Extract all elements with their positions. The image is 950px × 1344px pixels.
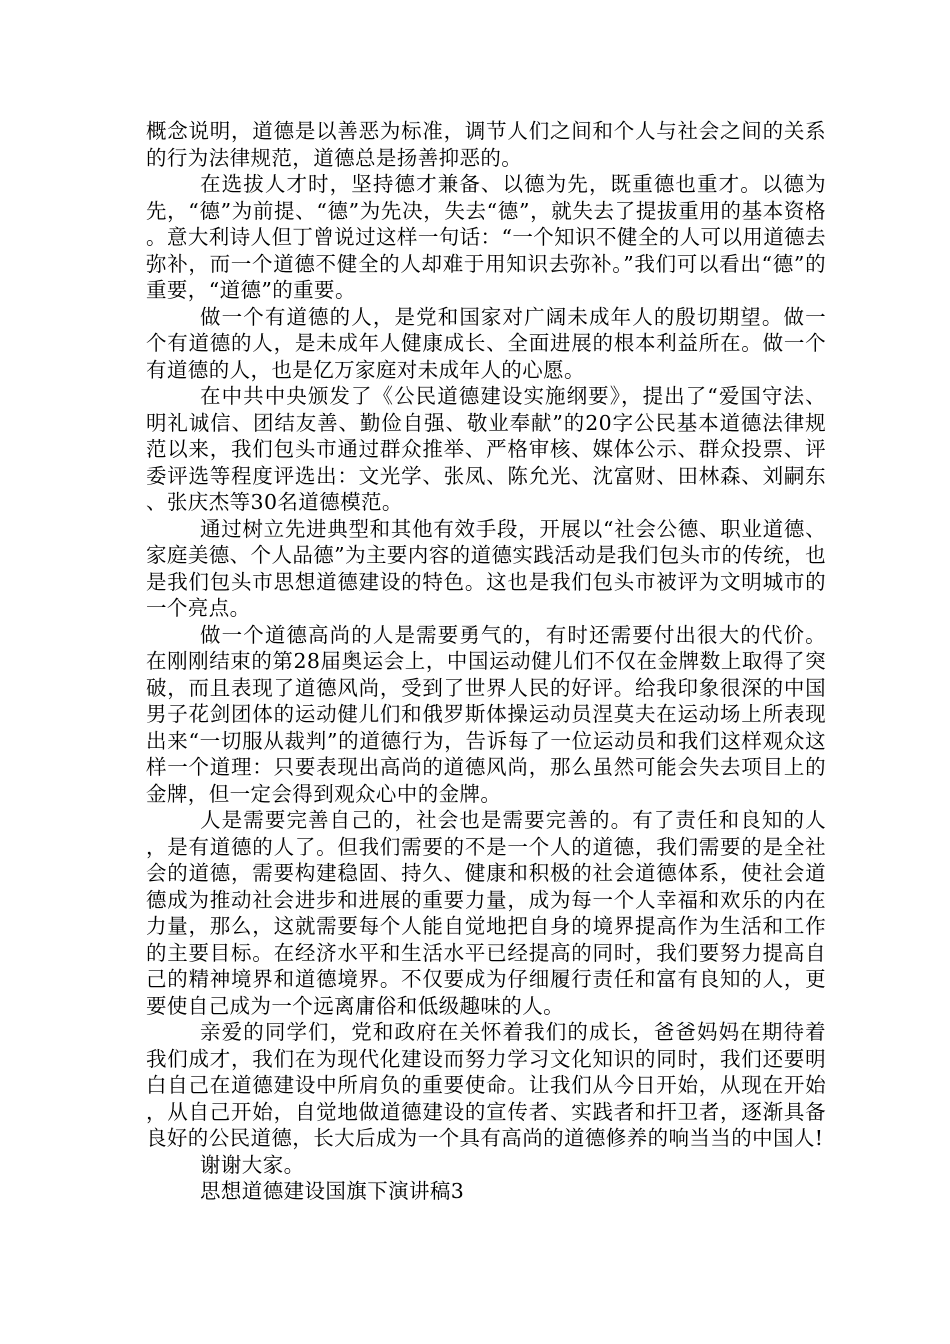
paragraph-7: 人是需要完善自己的，社会也是需要完善的。有了责任和良知的人，是有道德的人了。但我们需要的不是一个人的道德，我们需要的是全社会的道德，需要构建稳固、持久、健康和积极的社会道德体系，使社会道德成为推动社会进步和进展的重要力量，成为每一个人幸福和欢乐的内在力量，那么，这就需要每个人能自觉地把自身的境界提高作为生活和工作的主要目标。在经济水平和生活水平已经提高的同时，我们要努力提高自己的精神境界和道德境界。不仅要成为仔细履行责任和富有良知的人，更要使自己成为一个远离庸俗和低级趣味的人。 <box>146 808 826 1018</box>
paragraph-8: 亲爱的同学们，党和政府在关怀着我们的成长，爸爸妈妈在期待着我们成才，我们在为现代化建设而努力学习文化知识的同时，我们还要明白自己在道德建设中所肩负的重要使命。让我们从今日开始，从现在开始，从自己开始，自觉地做道德建设的宣传者、实践者和扞卫者，逐渐具备良好的公民道德，长大后成为一个具有高尚的道德修养的响当当的中国人! <box>146 1020 826 1150</box>
paragraph-2: 在选拔人才时，坚持德才兼备、以德为先，既重德也重才。以德为先，“德”为前提、“德”为先决，失去“德”，就失去了提拔重用的基本资格。意大利诗人但丁曾说过这样一句话：“一个知识不健全的人可以用道德去弥补，而一个道德不健全的人却难于用知识去弥补。”我们可以看出“德”的重要，“道德”的重要。 <box>146 172 826 302</box>
paragraph-5: 通过树立先进典型和其他有效手段，开展以“社会公德、职业道德、家庭美德、个人品德”为主要内容的道德实践活动是我们包头市的传统，也是我们包头市思想道德建设的特色。这也是我们包头市被评为文明城市的一个亮点。 <box>146 516 826 620</box>
next-section-title: 思想道德建设国旗下演讲稿3 <box>200 1179 465 1203</box>
document-body <box>146 118 826 1205</box>
closing-thanks: 谢谢大家。 <box>200 1152 305 1177</box>
paragraph-6: 做一个道德高尚的人是需要勇气的，有时还需要付出很大的代价。在刚刚结束的第28届奥运会上，中国运动健儿们不仅在金牌数上取得了突破，而且表现了道德风尚，受到了世界人民的好评。给我印象很深的中国男子花剑团体的运动健儿们和俄罗斯体操运动员涅莫夫在运动场上所表现出来“一切服从裁判”的道德行为，告诉每了一位运动员和我们这样观众这样一个道理：只要表现出高尚的道德风尚，那么虽然可能会失去项目上的金牌，但一定会得到观众心中的金牌。 <box>146 622 826 806</box>
paragraph-3: 做一个有道德的人，是党和国家对广阔未成年人的殷切期望。做一个有道德的人，是未成年人健康成长、全面进展的根本利益所在。做一个有道德的人，也是亿万家庭对未成年人的心愿。 <box>146 304 826 382</box>
paragraph-1: 概念说明，道德是以善恶为标准，调节人们之间和个人与社会之间的关系的行为法律规范，道德总是扬善抑恶的。 <box>146 119 826 170</box>
paragraph-4: 在中共中央颁发了《公民道德建设实施纲要》，提出了“爱国守法、明礼诚信、团结友善、勤俭自强、敬业奉献”的20字公民基本道德法律规范以来，我们包头市通过群众推举、严格审核、媒体公示、群众投票、评委评选等程度评选出：文光学、张凤、陈允光、沈富财、田林森、刘嗣东、张庆杰等30名道德模范。 <box>146 384 826 514</box>
